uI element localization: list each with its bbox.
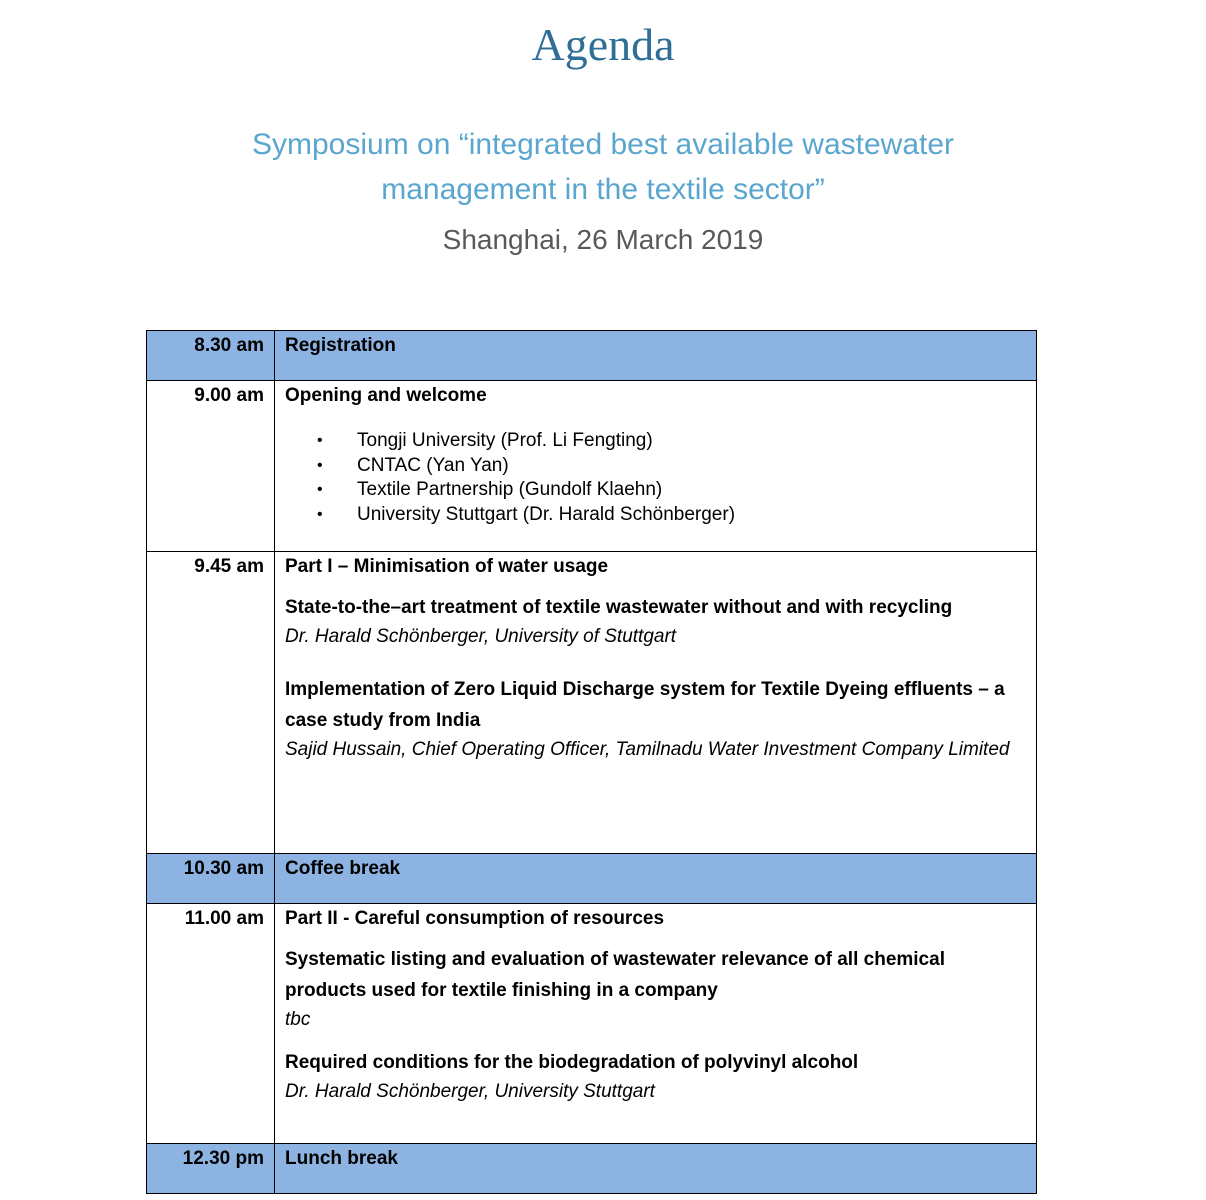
time-cell: 12.30 pm xyxy=(147,1144,275,1194)
agenda-row-part2 xyxy=(147,904,1037,1144)
talk-title: Implementation of Zero Liquid Discharge system for Textile Dyeing effluents – a case study from India xyxy=(285,679,1005,731)
content-cell xyxy=(275,331,1037,381)
subtitle-line-1: Symposium on “integrated best available wastewater xyxy=(251,128,955,161)
talk-title: State-to-the–art treatment of textile wastewater without and with recycling xyxy=(285,597,953,618)
talk xyxy=(285,674,1028,763)
content-cell xyxy=(275,552,1037,854)
time-cell: 8.30 am xyxy=(147,331,275,381)
list-item: • University Stuttgart (Dr. Harald Schönberger) xyxy=(347,503,1028,528)
talk xyxy=(285,592,1028,650)
subtitle-line-2: management in the textile sector” xyxy=(381,173,825,206)
bullet-icon: • xyxy=(317,456,323,474)
agenda-row-registration xyxy=(147,331,1037,381)
time-cell: 11.00 am xyxy=(147,904,275,1144)
talk xyxy=(285,944,1028,1033)
time-cell: 10.30 am xyxy=(147,854,275,904)
talk-title: Required conditions for the biodegradation of polyvinyl alcohol xyxy=(285,1052,859,1073)
talk-speaker: Sajid Hussain, Chief Operating Officer, Tamilnadu Water Investment Company Limited xyxy=(285,739,1010,760)
session-label: Part I – Minimisation of water usage xyxy=(285,556,609,577)
content-cell xyxy=(275,381,1037,552)
list-item: • Textile Partnership (Gundolf Klaehn) xyxy=(347,478,1028,503)
time-cell: 9.00 am xyxy=(147,381,275,552)
place-date: Shanghai, 26 March 2019 xyxy=(442,224,764,255)
session-label: Registration xyxy=(285,335,396,356)
welcome-list xyxy=(285,429,1028,527)
talk-speaker: Dr. Harald Schönberger, University of Stuttgart xyxy=(285,626,677,647)
agenda-row-coffee xyxy=(147,854,1037,904)
content-cell xyxy=(275,854,1037,904)
symposium-subtitle xyxy=(0,122,1206,212)
page-title: Agenda xyxy=(531,19,675,70)
session-label: Part II - Careful consumption of resources xyxy=(285,908,665,929)
session-label: Opening and welcome xyxy=(285,385,487,406)
agenda-table xyxy=(146,330,1037,1194)
bullet-icon: • xyxy=(317,505,323,523)
bullet-icon: • xyxy=(317,481,323,498)
talk xyxy=(285,1047,1028,1105)
content-cell xyxy=(275,904,1037,1144)
session-label: Lunch break xyxy=(285,1148,398,1169)
agenda-row-opening xyxy=(147,381,1037,552)
talk-speaker: Dr. Harald Schönberger, University Stuttgart xyxy=(285,1081,655,1102)
talk-title: Systematic listing and evaluation of wastewater relevance of all chemical products used for textile finishing in a company xyxy=(285,949,945,1001)
content-cell xyxy=(275,1144,1037,1194)
talk-speaker: tbc xyxy=(285,1009,311,1030)
list-item: • Tongji University (Prof. Li Fengting) xyxy=(347,429,1028,454)
time-cell: 9.45 am xyxy=(147,552,275,854)
bullet-icon: • xyxy=(317,432,323,449)
list-item: • CNTAC (Yan Yan) xyxy=(347,454,1028,479)
agenda-row-lunch xyxy=(147,1144,1037,1194)
agenda-row-part1 xyxy=(147,552,1037,854)
session-label: Coffee break xyxy=(285,858,401,879)
